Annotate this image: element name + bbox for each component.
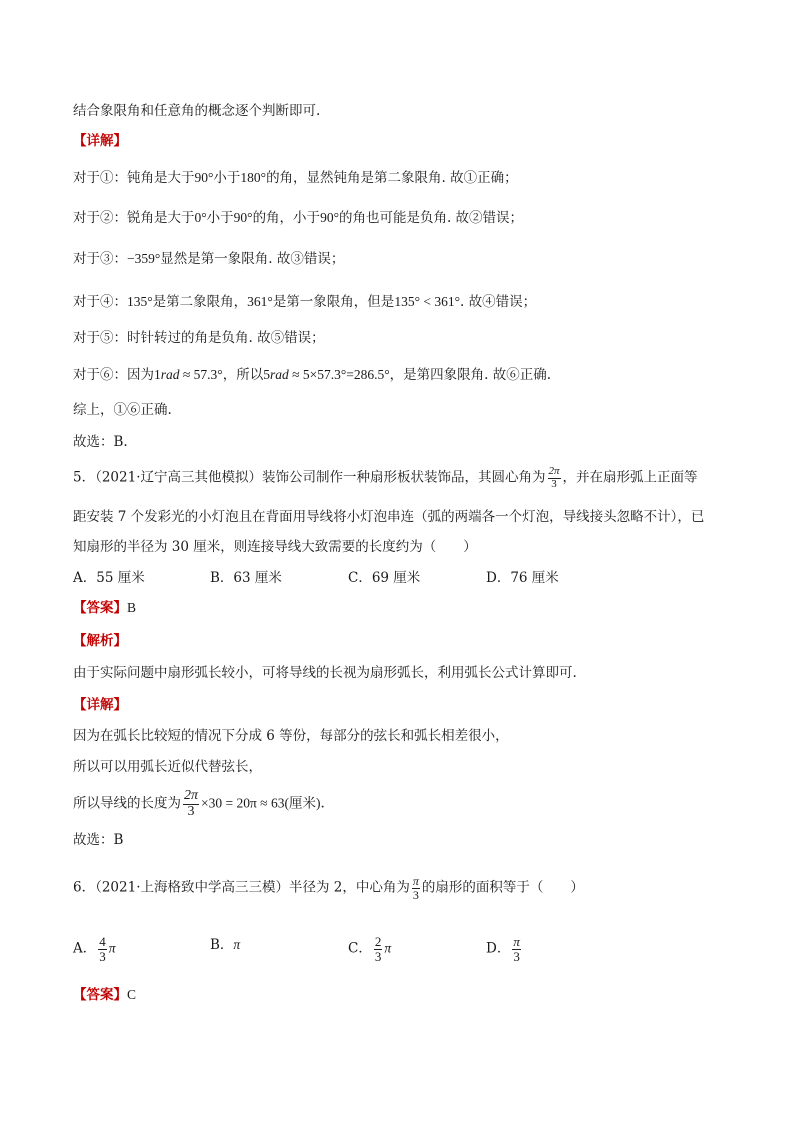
item-2: 对于②：锐角是大于0°小于90°的角，小于90°的角也可能是负角. 故②错误；: [73, 210, 524, 226]
q5-option-b: B．63 厘米: [210, 570, 282, 586]
q5-detail-line1: 因为在弧长比较短的情况下分成 6 等份，每部分的弦长和弧长相差很小，: [73, 728, 509, 744]
q5-stem-line3: 知扇形的半径为 30 厘米，则连接导线大致需要的长度约为（ ）: [73, 539, 477, 555]
item-6: 对于⑥：因为1rad ≈ 57.3°，所以5rad ≈ 5×57.3°=286.5°，是第四象限角. 故⑥正确.: [73, 367, 552, 383]
q5-analysis-text: 由于实际问题中扇形弧长较小，可将导线的长视为扇形弧长，利用弧长公式计算即可.: [73, 665, 577, 681]
choice-line: 故选：B.: [73, 434, 128, 450]
q5-detail-line3: 所以导线的长度为 $\frac{2\pi}{3}$ ×30 = 20π ≈ 63(厘米).: [73, 788, 325, 819]
detail-heading: 【详解】: [73, 133, 127, 149]
summary: 综上，①⑥正确.: [73, 402, 172, 418]
q5-stem-line1: 5．（2021·辽宁高三其他模拟）装饰公司制作一种扇形板状装饰品，其圆心角为 $\frac{2\pi}{3}$ ，并在扇形弧上正面等: [73, 465, 698, 490]
q5-answer: 【答案】B: [73, 600, 137, 616]
q6-option-b: B．π: [210, 937, 241, 953]
q6-fraction: $\frac{\pi}{3}$: [412, 874, 419, 902]
q5-option-d: D．76 厘米: [486, 570, 559, 586]
q6-answer: 【答案】C: [73, 987, 137, 1003]
item-1: 对于①：钝角是大于90°小于180°的角，显然钝角是第二象限角. 故①正确；: [73, 170, 518, 186]
analysis-text: 结合象限角和任意角的概念逐个判断即可.: [73, 103, 321, 119]
q5-option-a: A．55 厘米: [73, 570, 145, 586]
item-5: 对于⑤：时针转过的角是负角. 故⑤错误；: [73, 330, 325, 346]
item-4: 对于④：135°是第二象限角，361°是第一象限角，但是135° < 361°. 故④错误；: [73, 294, 537, 310]
item-3: 对于③：−359°显然是第一象限角. 故③错误；: [73, 251, 345, 267]
q5-fraction: $\frac{2\pi}{3}$: [548, 465, 560, 490]
q5-detail-heading: 【详解】: [73, 697, 127, 713]
q5-stem-line2: 距安装 7 个发彩光的小灯泡且在背面用导线将小灯泡串连（弧的两端各一个灯泡，导线接头忽略不计），已: [73, 509, 705, 525]
q6-option-a: A． $\frac{4}{3}$ π: [73, 934, 116, 964]
q5-detail-line2: 所以可以用弧长近似代替弦长，: [73, 759, 262, 775]
q6-option-c: C． $\frac{2}{3}$ π: [348, 934, 392, 964]
q5-detail-fraction: $\frac{2\pi}{3}$: [184, 788, 199, 819]
q5-choice: 故选：B: [73, 832, 124, 848]
q6-stem: 6．（2021·上海格致中学高三三模）半径为 2，中心角为 $\frac{\pi}{3}$ 的扇形的面积等于（ ）: [73, 874, 584, 902]
q5-option-c: C．69 厘米: [348, 570, 421, 586]
q5-analysis-heading: 【解析】: [73, 633, 127, 649]
q6-option-d: D． $\frac{\pi}{3}$: [486, 934, 520, 964]
